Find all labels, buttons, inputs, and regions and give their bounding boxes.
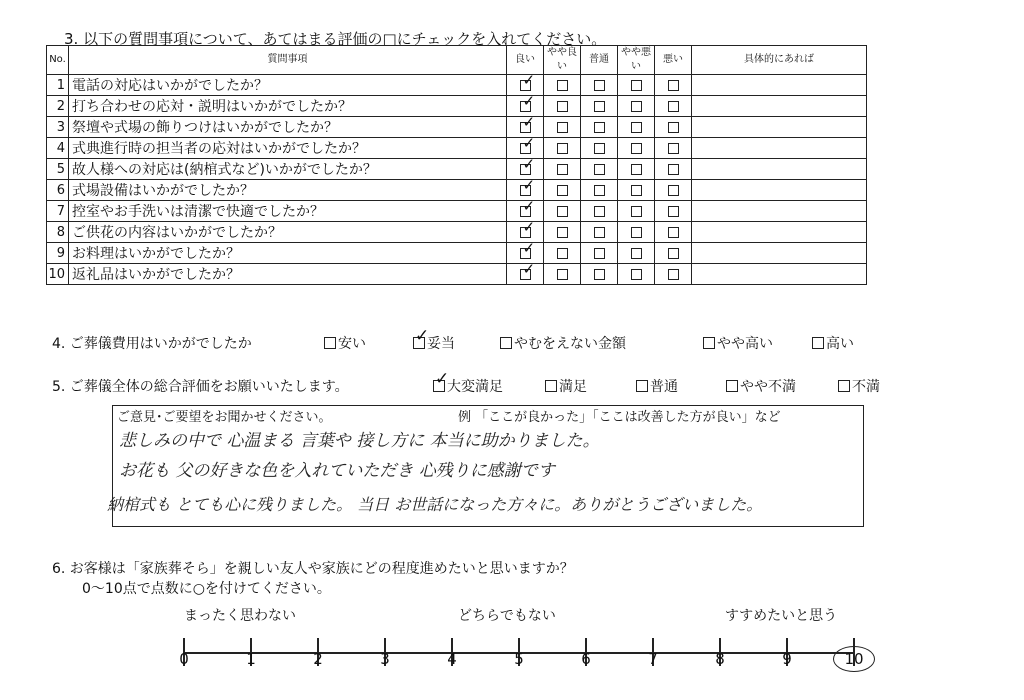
row-detail[interactable]: [692, 264, 867, 285]
checkbox-icon[interactable]: [631, 164, 642, 175]
checkbox-icon[interactable]: [594, 143, 605, 154]
rating-cell[interactable]: [618, 96, 655, 117]
scale-number[interactable]: 3: [380, 650, 390, 668]
scale-number[interactable]: 4: [447, 650, 457, 668]
checkbox-icon[interactable]: [594, 80, 605, 91]
scale-number[interactable]: 2: [313, 650, 323, 668]
rating-cell[interactable]: [544, 201, 581, 222]
checkbox-icon[interactable]: [594, 248, 605, 259]
rating-cell[interactable]: [618, 138, 655, 159]
row-question: 故人様への対応は(納棺式など)いかがでしたか？: [69, 159, 507, 180]
checkbox-icon[interactable]: [636, 380, 648, 392]
checkbox-icon[interactable]: [557, 80, 568, 91]
checkbox-checked-icon[interactable]: ✓: [520, 101, 531, 112]
rating-cell[interactable]: [618, 159, 655, 180]
checkbox-icon[interactable]: [668, 122, 679, 133]
section4-option-cheap[interactable]: 安い: [324, 333, 366, 353]
checkbox-icon[interactable]: [594, 227, 605, 238]
rating-cell[interactable]: [618, 222, 655, 243]
table-header-row: [47, 46, 867, 75]
checkbox-icon[interactable]: [838, 380, 850, 392]
comment-box[interactable]: [107, 405, 864, 527]
rating-cell[interactable]: [581, 243, 618, 264]
checkbox-icon[interactable]: [500, 337, 512, 349]
comment-example: 例 「ここが良かった」「ここは改善した方が良い」など: [458, 410, 781, 425]
header-good: 良い: [507, 46, 544, 75]
section5-option-dissatisfied[interactable]: 不満: [838, 376, 880, 396]
comment-line-3: 納棺式も とても心に残りました。 当日 お世話になった方々に。ありがとうございました。: [107, 495, 763, 514]
header-detail: 具体的にあれば: [692, 46, 867, 75]
section4-option-reasonable[interactable]: ✓ 妥当: [415, 326, 455, 352]
checkbox-icon[interactable]: [631, 101, 642, 112]
checkbox-icon[interactable]: [668, 185, 679, 196]
checkbox-icon[interactable]: [594, 269, 605, 280]
checkbox-icon[interactable]: [668, 80, 679, 91]
section4-option-high[interactable]: 高い: [812, 333, 854, 353]
rating-cell[interactable]: [618, 201, 655, 222]
row-question: 祭壇や式場の飾りつけはいかがでしたか？: [69, 117, 507, 138]
checkbox-icon[interactable]: [594, 101, 605, 112]
rating-cell[interactable]: [655, 117, 692, 138]
checkbox-checked-icon[interactable]: ✓: [520, 269, 531, 280]
row-question: 控室やお手洗いは清潔で快適でしたか？: [69, 201, 507, 222]
rating-cell[interactable]: [655, 222, 692, 243]
header-somewhat-bad: やや悪い: [618, 46, 655, 75]
rating-cell[interactable]: [655, 180, 692, 201]
section3-title: 3. 以下の質問事項について、あてはまる評価の□にチェックを入れてください。: [64, 30, 607, 48]
section4-option-unavoidable[interactable]: やむをえない金額: [500, 333, 626, 353]
checkbox-checked-icon[interactable]: ✓: [520, 206, 531, 217]
scale-number[interactable]: 10: [844, 650, 864, 668]
rating-cell[interactable]: [581, 117, 618, 138]
scale-label-high: すすめたいと思う: [725, 608, 838, 624]
checkbox-checked-icon[interactable]: ✓: [520, 248, 531, 259]
checkbox-icon[interactable]: [557, 269, 568, 280]
checkbox-icon[interactable]: [668, 248, 679, 259]
checkbox-checked-icon[interactable]: ✓: [520, 143, 531, 154]
checkbox-icon[interactable]: [557, 164, 568, 175]
rating-cell[interactable]: [544, 75, 581, 96]
row-question: 打ち合わせの応対・説明はいかがでしたか？: [69, 96, 507, 117]
checkbox-icon[interactable]: [557, 206, 568, 217]
rating-cell[interactable]: [618, 117, 655, 138]
row-number: 5: [47, 159, 69, 180]
checkbox-icon[interactable]: [631, 80, 642, 91]
row-number: 10: [47, 264, 69, 285]
rating-cell[interactable]: [544, 243, 581, 264]
checkbox-checked-icon[interactable]: ✓: [520, 164, 531, 175]
checkbox-checked-icon[interactable]: ✓: [520, 122, 531, 133]
row-detail[interactable]: [692, 222, 867, 243]
table-row: [47, 138, 867, 159]
section4-question: 4. ご葬儀費用はいかがでしたか: [52, 336, 252, 352]
rating-cell[interactable]: [544, 138, 581, 159]
section5-option-somewhat-dissatisfied[interactable]: やや不満: [726, 376, 796, 396]
rating-cell[interactable]: [581, 138, 618, 159]
rating-cell[interactable]: [655, 159, 692, 180]
rating-cell[interactable]: [655, 243, 692, 264]
header-somewhat-good: やや良い: [544, 46, 581, 75]
rating-cell[interactable]: [655, 96, 692, 117]
rating-cell[interactable]: [655, 138, 692, 159]
header-bad: 悪い: [655, 46, 692, 75]
checkbox-icon[interactable]: [668, 101, 679, 112]
rating-cell[interactable]: [581, 264, 618, 285]
checkbox-icon[interactable]: [594, 122, 605, 133]
row-question: 電話の対応はいかがでしたか？: [69, 75, 507, 96]
table-row: [47, 117, 867, 138]
section5-option-very-satisfied[interactable]: ✓ 大変満足: [435, 369, 503, 395]
checkbox-icon[interactable]: [631, 185, 642, 196]
rating-cell[interactable]: [581, 180, 618, 201]
row-question: 式場設備はいかがでしたか？: [69, 180, 507, 201]
row-number: 3: [47, 117, 69, 138]
section5-option-satisfied[interactable]: 満足: [545, 376, 587, 396]
scale-number[interactable]: 5: [514, 650, 524, 668]
checkbox-checked-icon[interactable]: ✓: [520, 80, 531, 91]
table-row: [47, 96, 867, 117]
rating-cell[interactable]: [544, 117, 581, 138]
checkbox-icon[interactable]: [557, 143, 568, 154]
section5-question: 5. ご葬儀全体の総合評価をお願いいたします。: [52, 379, 349, 395]
rating-cell[interactable]: [618, 180, 655, 201]
checkbox-icon[interactable]: [594, 206, 605, 217]
checkbox-icon[interactable]: [557, 248, 568, 259]
section5-option-average[interactable]: 普通: [636, 376, 678, 396]
scale-number[interactable]: 1: [246, 650, 256, 668]
selected-score-circle: [833, 646, 875, 672]
checkbox-icon[interactable]: [557, 122, 568, 133]
row-number: 4: [47, 138, 69, 159]
rating-cell[interactable]: [544, 96, 581, 117]
table-row: [47, 222, 867, 243]
table-row: [47, 243, 867, 264]
section4-option-somewhat-high[interactable]: やや高い: [703, 333, 773, 353]
checkbox-icon[interactable]: [545, 380, 557, 392]
row-detail[interactable]: [692, 243, 867, 264]
checkbox-icon[interactable]: [668, 227, 679, 238]
section6-question: 6. お客様は「家族葬そら」を親しい友人や家族にどの程度進めたいと思いますか？: [52, 561, 574, 577]
header-no: No.: [47, 46, 69, 75]
rating-table: [46, 45, 867, 285]
rating-cell[interactable]: [618, 75, 655, 96]
checkbox-icon[interactable]: [631, 227, 642, 238]
rating-cell[interactable]: [581, 159, 618, 180]
checkbox-icon[interactable]: [557, 185, 568, 196]
row-number: 6: [47, 180, 69, 201]
checkbox-icon[interactable]: [631, 206, 642, 217]
row-question: お料理はいかがでしたか？: [69, 243, 507, 264]
checkbox-checked-icon[interactable]: ✓: [520, 185, 531, 196]
scale-label-low: まったく思わない: [184, 608, 296, 624]
comment-line-1: 悲しみの中で 心温まる 言葉や 接し方に 本当に助かりました。: [119, 431, 600, 451]
row-question: ご供花の内容はいかがでしたか？: [69, 222, 507, 243]
header-average: 普通: [581, 46, 618, 75]
table-row: [47, 180, 867, 201]
row-detail[interactable]: [692, 201, 867, 222]
rating-cell[interactable]: [581, 75, 618, 96]
rating-cell[interactable]: [507, 259, 544, 285]
checkbox-icon[interactable]: [668, 164, 679, 175]
checkbox-checked-icon[interactable]: ✓: [433, 380, 445, 392]
checkbox-checked-icon[interactable]: ✓: [520, 227, 531, 238]
row-detail[interactable]: [692, 75, 867, 96]
section6-instruction: 0～10点で点数に○を付けてください。: [82, 581, 331, 597]
row-detail[interactable]: [692, 96, 867, 117]
checkbox-icon[interactable]: [703, 337, 715, 349]
checkbox-icon[interactable]: [324, 337, 336, 349]
checkbox-icon[interactable]: [668, 143, 679, 154]
rating-cell[interactable]: [581, 222, 618, 243]
checkbox-icon[interactable]: [668, 206, 679, 217]
row-detail[interactable]: [692, 180, 867, 201]
checkbox-icon[interactable]: [812, 337, 824, 349]
rating-cell[interactable]: [544, 222, 581, 243]
checkbox-icon[interactable]: [631, 122, 642, 133]
checkbox-icon[interactable]: [631, 143, 642, 154]
row-detail[interactable]: [692, 117, 867, 138]
table-row: [47, 75, 867, 96]
checkbox-icon[interactable]: [557, 101, 568, 112]
checkbox-icon[interactable]: [631, 269, 642, 280]
row-number: 2: [47, 96, 69, 117]
scale-number[interactable]: 7: [648, 650, 658, 668]
checkbox-icon[interactable]: [726, 380, 738, 392]
row-question: 返礼品はいかがでしたか？: [69, 264, 507, 285]
rating-cell[interactable]: [581, 201, 618, 222]
scale-label-mid: どちらでもない: [458, 608, 556, 624]
scale-number[interactable]: 6: [581, 650, 591, 668]
scale-number[interactable]: 8: [715, 650, 725, 668]
rating-cell[interactable]: [581, 96, 618, 117]
table-row: [47, 201, 867, 222]
checkbox-icon[interactable]: [594, 185, 605, 196]
rating-cell[interactable]: [655, 264, 692, 285]
row-number: 8: [47, 222, 69, 243]
rating-cell[interactable]: [544, 180, 581, 201]
checkbox-icon[interactable]: [557, 227, 568, 238]
row-detail[interactable]: [692, 159, 867, 180]
row-question: 式典進行時の担当者の応対はいかがでしたか？: [69, 138, 507, 159]
comment-line-2: お花も 父の好きな色を入れていただき 心残りに感謝です: [119, 461, 555, 481]
table-row: [47, 264, 867, 285]
rating-cell[interactable]: [544, 264, 581, 285]
table-row: [47, 159, 867, 180]
comment-prompt: ご意見･ご要望をお聞かせください。: [117, 410, 332, 425]
scale-number[interactable]: 0: [179, 650, 189, 668]
rating-cell[interactable]: [655, 201, 692, 222]
row-number: 7: [47, 201, 69, 222]
rating-cell[interactable]: [655, 75, 692, 96]
rating-cell[interactable]: [618, 264, 655, 285]
checkbox-icon[interactable]: [668, 269, 679, 280]
rating-cell[interactable]: [618, 243, 655, 264]
checkbox-checked-icon[interactable]: ✓: [413, 337, 425, 349]
row-number: 9: [47, 243, 69, 264]
header-item: 質問事項: [69, 46, 507, 75]
checkbox-icon[interactable]: [631, 248, 642, 259]
checkbox-icon[interactable]: [594, 164, 605, 175]
row-detail[interactable]: [692, 138, 867, 159]
scale-number[interactable]: 9: [782, 650, 792, 668]
row-number: 1: [47, 75, 69, 96]
rating-cell[interactable]: [544, 159, 581, 180]
